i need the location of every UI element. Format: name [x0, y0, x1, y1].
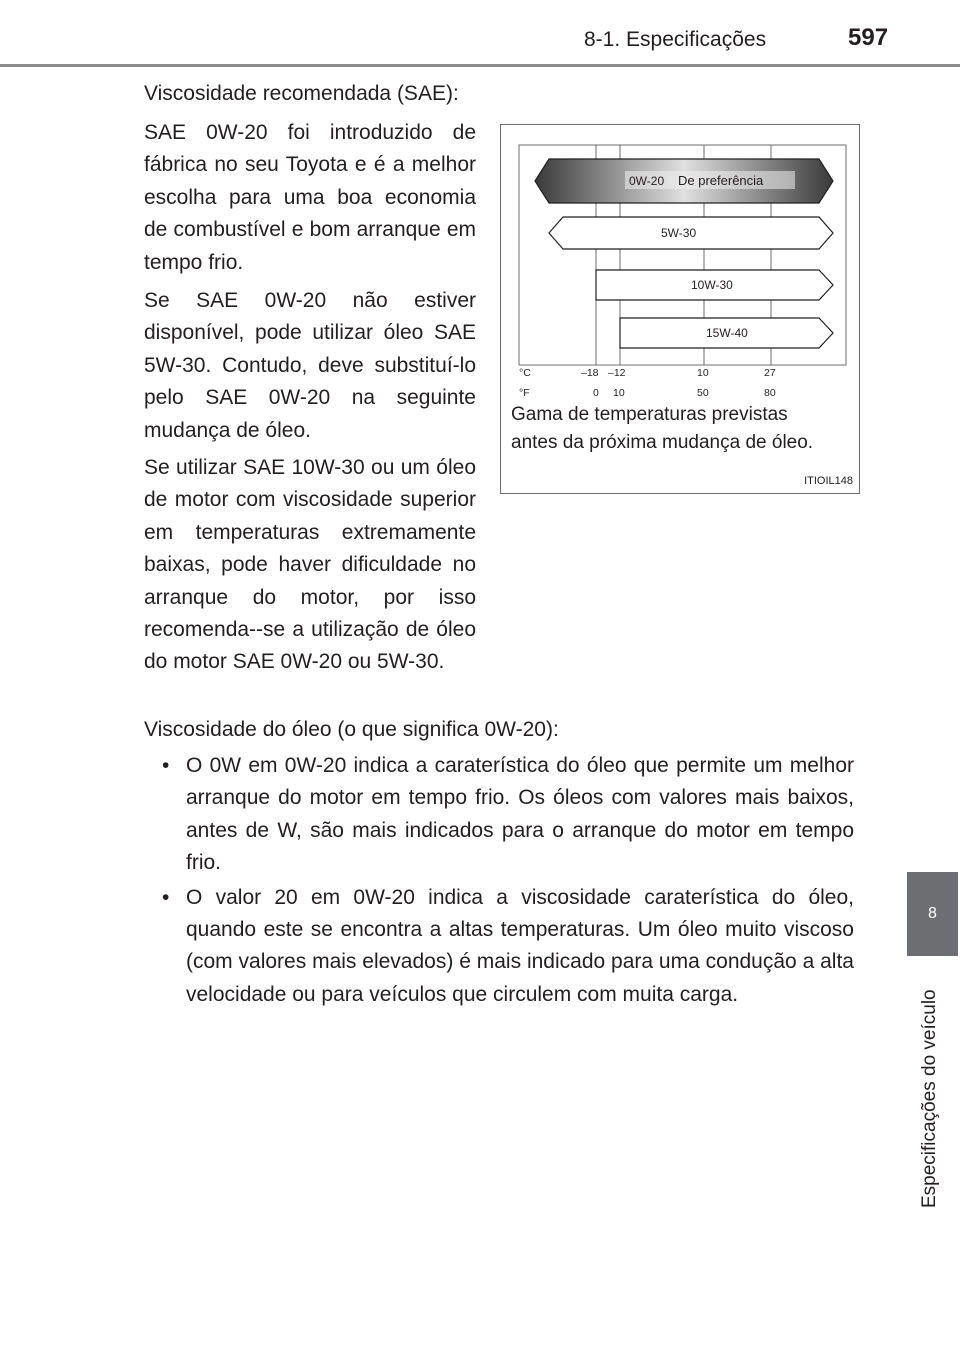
bullet-hot-grade: • O valor 20 em 0W-20 indica a viscosidade caraterística do óleo, quando este se encontra a altas temperaturas. Um óleo muito viscoso (com valores mais elevados) é mais indicado para uma condução a alta velocidade ou para veículos que circulem com muita carga. — [160, 882, 854, 1012]
viscosity-heading: Viscosidade do óleo (o que significa 0W-20): — [144, 718, 559, 741]
paragraph-factory-oil: SAE 0W-20 foi introduzido de fábrica no seu Toyota e é a melhor escolha para uma boa economia de combustível e bom arranque em tempo frio. — [144, 121, 476, 274]
viscosity-bullet-list — [160, 750, 854, 1013]
fahrenheit-tick-10: 10 — [613, 387, 625, 399]
intro-heading: Viscosidade recomendada (SAE): — [144, 82, 459, 105]
fahrenheit-tick-50: 50 — [697, 387, 709, 399]
celsius-unit: °C — [519, 367, 531, 379]
header-divider — [0, 64, 960, 67]
figure-code: ITIOIL148 — [804, 475, 853, 487]
chapter-tab-label — [917, 968, 947, 1208]
figure-caption-line1: Gama de temperaturas previstas — [511, 404, 788, 425]
viscosity-temperature-figure — [500, 124, 860, 494]
header-section-title: 8-1. Especificações — [584, 28, 767, 51]
fahrenheit-tick-0: 0 — [593, 387, 599, 399]
fahrenheit-tick-80: 80 — [764, 387, 776, 399]
bullet-cold-grade: • O 0W em 0W-20 indica a caraterística do óleo que permite um melhor arranque do motor em tempo frio. Os óleos com valores mais baixos, antes de W, são mais indicados para o arranque do motor em tempo frio. — [160, 750, 854, 880]
chapter-tab-number[interactable]: 8 — [907, 872, 958, 956]
grade-label-5w30: 5W-30 — [661, 226, 697, 240]
page-number: 597 — [848, 24, 889, 51]
figure-caption-line2: antes da próxima mudança de óleo. — [511, 432, 814, 453]
figure-caption — [511, 401, 813, 457]
grade-label-10w30: 10W-30 — [691, 278, 733, 292]
celsius-tick-10: 10 — [697, 367, 709, 379]
celsius-tick-minus18: –18 — [581, 367, 599, 379]
paragraph-cold-start-warning: Se utilizar SAE 10W-30 ou um óleo de motor com viscosidade superior em temperaturas extremamente baixas, pode haver dificuldade no arranque do motor, por isso recomenda--se a utilização de óleo do motor SAE 0W-20 ou 5W-30. — [144, 456, 476, 674]
grade-label-0w20: 0W-20 — [629, 174, 665, 188]
fahrenheit-unit: °F — [519, 387, 530, 399]
paragraph-alternative-oil: Se SAE 0W-20 não estiver disponível, pode utilizar óleo SAE 5W-30. Contudo, deve substituí-lo pelo SAE 0W-20 na seguinte mudança de óleo. — [144, 289, 476, 442]
celsius-tick-27: 27 — [764, 367, 776, 379]
grade-note-preferred: De preferência — [678, 173, 764, 188]
chapter-tab-label-text: Especificações do veículo — [919, 989, 940, 1208]
grade-label-15w40: 15W-40 — [706, 326, 748, 340]
celsius-tick-minus12: –12 — [608, 367, 626, 379]
